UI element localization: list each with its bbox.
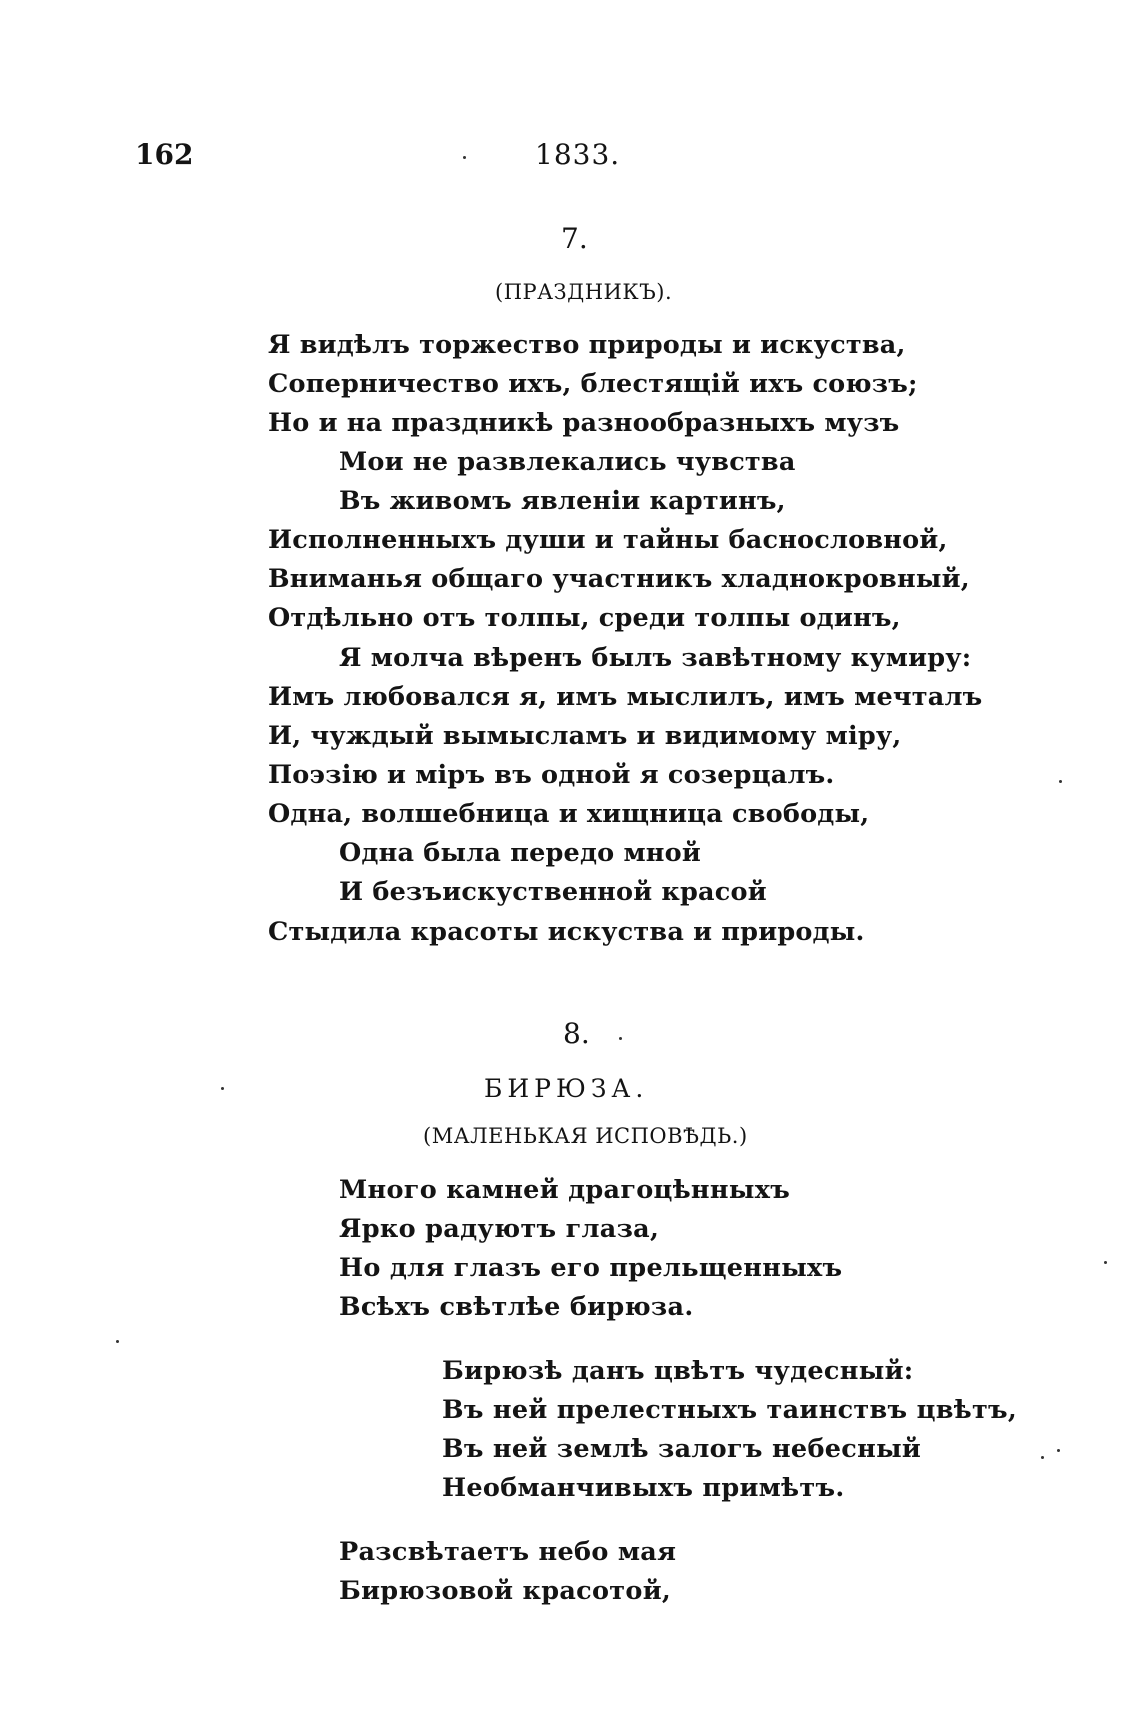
verse-line: Я видѣлъ торжество природы и искуства,	[268, 330, 906, 360]
verse-line: И, чуждый вымысламъ и видимому міру,	[268, 721, 902, 751]
scan-speck	[1104, 1261, 1107, 1264]
verse-line: Бирюзовой красотой,	[339, 1576, 672, 1606]
verse-line: Исполненныхъ души и тайны баснословной,	[268, 525, 948, 555]
poem-8-number: 8.	[563, 1017, 590, 1050]
verse-line: Разсвѣтаетъ небо мая	[339, 1537, 677, 1567]
verse-line: Необманчивыхъ примѣтъ.	[442, 1473, 845, 1503]
poem-7-subtitle: (ПРАЗДНИКЪ).	[495, 280, 673, 304]
scan-speck	[116, 1340, 119, 1343]
verse-line: Соперничество ихъ, блестящій ихъ союзъ;	[268, 369, 918, 399]
verse-line: Въ ней прелестныхъ таинствъ цвѣтъ,	[442, 1395, 1018, 1425]
verse-line: Въ живомъ явленіи картинъ,	[339, 486, 786, 516]
scan-speck	[1059, 780, 1062, 783]
verse-line: Всѣхъ свѣтлѣе бирюза.	[339, 1292, 694, 1322]
verse-line: Но для глазъ его прельщенныхъ	[339, 1253, 843, 1283]
scan-speck	[1041, 1456, 1044, 1459]
verse-line: Стыдила красоты искуства и природы.	[268, 917, 865, 947]
verse-line: Но и на праздникѣ разнообразныхъ музъ	[268, 408, 900, 438]
verse-line: Мои не развлекались чувства	[339, 447, 796, 477]
scan-speck	[221, 1087, 224, 1090]
verse-line: Много камней драгоцѣнныхъ	[339, 1175, 791, 1205]
poem-8-title: БИРЮЗА.	[484, 1074, 649, 1103]
scan-speck	[1057, 1449, 1060, 1452]
verse-line: Отдѣльно отъ толпы, среди толпы одинъ,	[268, 603, 901, 633]
scan-speck	[619, 1037, 622, 1040]
verse-line: И безъискуственной красой	[339, 877, 767, 907]
verse-line: Одна была передо мной	[339, 838, 701, 868]
scan-speck	[463, 156, 466, 159]
verse-line: Вниманья общаго участникъ хладнокровный,	[268, 564, 970, 594]
verse-line: Въ ней землѣ залогъ небесный	[442, 1434, 922, 1464]
verse-line: Имъ любовался я, имъ мыслилъ, имъ мечталъ	[268, 682, 983, 712]
verse-line: Поэзію и міръ въ одной я созерцалъ.	[268, 760, 835, 790]
poem-8-subtitle: (МАЛЕНЬКАЯ ИСПОВѢДЬ.)	[423, 1124, 748, 1148]
verse-line: Ярко радуютъ глаза,	[339, 1214, 660, 1244]
verse-line: Я молча вѣренъ былъ завѣтному кумиру:	[339, 643, 972, 673]
verse-line: Бирюзѣ данъ цвѣтъ чудесный:	[442, 1356, 914, 1386]
running-head: 1833.	[535, 138, 621, 171]
poem-7-number: 7.	[561, 222, 588, 255]
page-number: 162	[135, 138, 194, 171]
verse-line: Одна, волшебница и хищница свободы,	[268, 799, 870, 829]
